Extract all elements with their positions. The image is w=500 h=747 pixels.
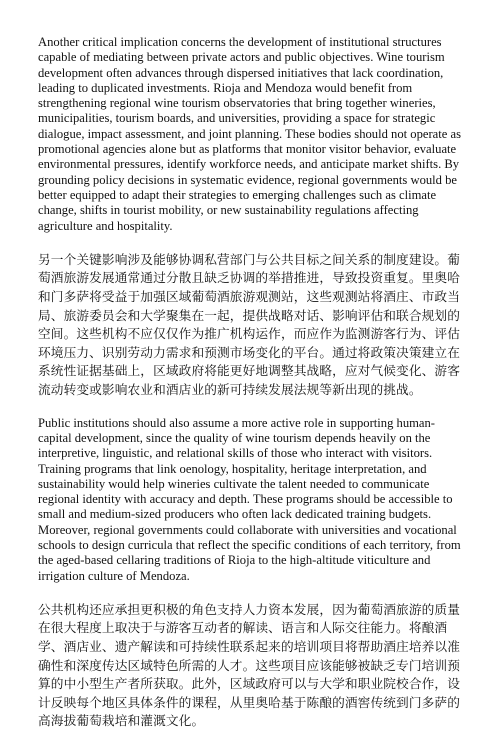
paragraph-institutional-structures-zh: 另一个关键影响涉及能够协调私营部门与公共目标之间关系的制度建设。葡萄酒旅游发展通常通过分散且缺乏协调的举措推进，导致投资重复。里奥哈和门多萨将受益于加强区域葡萄酒旅游观测站，这些观测站将酒庄、市政当局、旅游委员会和大学聚集在一起，提供战略对话、影响评估和联合规划的空间。这些机构不应仅仅作为推广机构运作，而应作为监测游客行为、评估环境压力、识别劳动力需求和预测市场变化的平台。通过将政策决策建立在系统性证据基础上，区域政府将能更好地调整其战略，应对气候变化、游客流动转变或影响农业和酒店业的新可持续发展法规等新出现的挑战。 <box>38 251 460 398</box>
document-page <box>38 35 462 747</box>
paragraph-human-capital-en: Public institutions should also assume a more active role in supporting human-capital development, since the quality of wine tourism depends heavily on the interpretive, linguistic, and relational skills of those who interact with visitors. Training programs that link oenology, hospitality, heritage interpretation, and sustainability would help wineries cultivate the talent needed to communicate regional identity with accuracy and depth. These programs should be accessible to small and medium-sized producers who often lack dedicated training budgets. Moreover, regional governments could collaborate with universities and vocational schools to design curricula that reflect the specific conditions of each territory, from the aged-based cellaring traditions of Rioja to the high-altitude viticulture and irrigation culture of Mendoza. <box>38 415 461 583</box>
paragraph-human-capital-zh: 公共机构还应承担更积极的角色支持人力资本发展，因为葡萄酒旅游的质量在很大程度上取决于与游客互动者的解读、语言和人际交往能力。将酿酒学、酒店业、遗产解读和可持续性联系起来的培训项目将帮助酒庄培养以准确性和深度传达区域特色所需的人才。这些项目应该能够被缺乏专门培训预算的中小型生产者所获取。此外，区域政府可以与大学和职业院校合作，设计反映每个地区具体条件的课程，从里奥哈基于陈酿的酒窖传统到门多萨的高海拔葡萄栽培和灌溉文化。 <box>38 601 460 729</box>
paragraph-institutional-structures-en: Another critical implication concerns the development of institutional structures capable of mediating between private actors and public objectives. Wine tourism development often advances through dispersed initiatives that lack coordination, leading to duplicated investments. Rioja and Mendoza would benefit from strengthening regional wine tourism observatories that bring together wineries, municipalities, tourism boards, and universities, providing a space for strategic dialogue, impact assessment, and joint planning. These bodies should not operate as promotional agencies alone but as platforms that monitor visitor behavior, evaluate environmental pressures, identify workforce needs, and anticipate market shifts. By grounding policy decisions in systematic evidence, regional governments would be better equipped to adapt their strategies to emerging challenges such as climate change, shifts in tourist mobility, or new sustainability regulations affecting agriculture and hospitality. <box>38 35 461 233</box>
